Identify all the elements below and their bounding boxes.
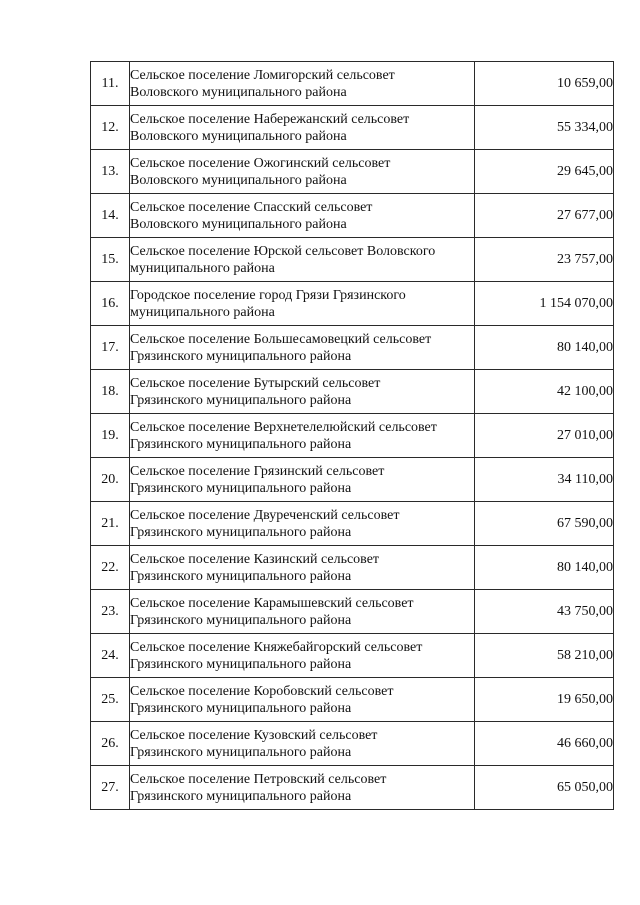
row-number: 25. bbox=[91, 678, 130, 722]
settlement-name: Сельское поселение Большесамовецкий сельсовет Грязинского муниципального района bbox=[130, 331, 432, 364]
table-row bbox=[91, 766, 614, 810]
settlement-name: Сельское поселение Ожогинский сельсовет Воловского муниципального района bbox=[130, 155, 391, 188]
table-row bbox=[91, 722, 614, 766]
row-number: 16. bbox=[91, 282, 130, 326]
table-row bbox=[91, 458, 614, 502]
settlement-name-cell bbox=[130, 590, 475, 634]
amount-value: 65 050,00 bbox=[475, 766, 614, 810]
settlement-name-cell bbox=[130, 458, 475, 502]
amount-value: 80 140,00 bbox=[475, 546, 614, 590]
settlement-name: Городское поселение город Грязи Грязинского муниципального района bbox=[130, 287, 406, 320]
amount-value: 43 750,00 bbox=[475, 590, 614, 634]
amount-value: 27 677,00 bbox=[475, 194, 614, 238]
table-row bbox=[91, 106, 614, 150]
settlement-name: Сельское поселение Кузовский сельсовет Грязинского муниципального района bbox=[130, 727, 378, 760]
amount-value: 80 140,00 bbox=[475, 326, 614, 370]
row-number: 19. bbox=[91, 414, 130, 458]
settlement-name: Сельское поселение Грязинский сельсовет Грязинского муниципального района bbox=[130, 463, 385, 496]
settlement-name: Сельское поселение Ломигорский сельсовет Воловского муниципального района bbox=[130, 67, 395, 100]
settlement-name-cell bbox=[130, 546, 475, 590]
table-row bbox=[91, 62, 614, 106]
settlement-name-cell bbox=[130, 370, 475, 414]
settlement-name: Сельское поселение Петровский сельсовет Грязинского муниципального района bbox=[130, 771, 387, 804]
amount-value: 23 757,00 bbox=[475, 238, 614, 282]
amount-value: 67 590,00 bbox=[475, 502, 614, 546]
settlement-name-cell bbox=[130, 106, 475, 150]
settlement-name: Сельское поселение Княжебайгорский сельсовет Грязинского муниципального района bbox=[130, 639, 423, 672]
settlement-name-cell bbox=[130, 722, 475, 766]
table-row bbox=[91, 634, 614, 678]
row-number: 12. bbox=[91, 106, 130, 150]
settlement-name-cell bbox=[130, 766, 475, 810]
row-number: 22. bbox=[91, 546, 130, 590]
table-row bbox=[91, 370, 614, 414]
settlement-name: Сельское поселение Бутырский сельсовет Грязинского муниципального района bbox=[130, 375, 381, 408]
amount-value: 29 645,00 bbox=[475, 150, 614, 194]
row-number: 26. bbox=[91, 722, 130, 766]
settlement-name: Сельское поселение Набережанский сельсовет Воловского муниципального района bbox=[130, 111, 410, 144]
amount-value: 1 154 070,00 bbox=[475, 282, 614, 326]
row-number: 14. bbox=[91, 194, 130, 238]
settlement-name: Сельское поселение Спасский сельсовет Воловского муниципального района bbox=[130, 199, 373, 232]
settlement-name-cell bbox=[130, 194, 475, 238]
table-row bbox=[91, 326, 614, 370]
amount-value: 34 110,00 bbox=[475, 458, 614, 502]
settlement-name: Сельское поселение Двуреченский сельсовет Грязинского муниципального района bbox=[130, 507, 400, 540]
settlement-name-cell bbox=[130, 414, 475, 458]
row-number: 13. bbox=[91, 150, 130, 194]
row-number: 18. bbox=[91, 370, 130, 414]
settlement-name-cell bbox=[130, 634, 475, 678]
amount-value: 55 334,00 bbox=[475, 106, 614, 150]
row-number: 15. bbox=[91, 238, 130, 282]
table-row bbox=[91, 150, 614, 194]
amount-value: 42 100,00 bbox=[475, 370, 614, 414]
settlement-name-cell bbox=[130, 150, 475, 194]
allocation-table bbox=[90, 61, 614, 810]
table-row bbox=[91, 502, 614, 546]
row-number: 21. bbox=[91, 502, 130, 546]
settlement-name: Сельское поселение Юрской сельсовет Воловского муниципального района bbox=[130, 243, 436, 276]
table-row bbox=[91, 590, 614, 634]
settlement-name-cell bbox=[130, 678, 475, 722]
amount-value: 46 660,00 bbox=[475, 722, 614, 766]
settlement-name-cell bbox=[130, 62, 475, 106]
settlement-name: Сельское поселение Верхнетелелюйский сельсовет Грязинского муниципального района bbox=[130, 419, 437, 452]
table-row bbox=[91, 414, 614, 458]
amount-value: 58 210,00 bbox=[475, 634, 614, 678]
table-row bbox=[91, 194, 614, 238]
amount-value: 27 010,00 bbox=[475, 414, 614, 458]
amount-value: 10 659,00 bbox=[475, 62, 614, 106]
row-number: 20. bbox=[91, 458, 130, 502]
settlement-name-cell bbox=[130, 238, 475, 282]
settlement-name: Сельское поселение Карамышевский сельсовет Грязинского муниципального района bbox=[130, 595, 414, 628]
row-number: 11. bbox=[91, 62, 130, 106]
row-number: 23. bbox=[91, 590, 130, 634]
table-row bbox=[91, 546, 614, 590]
row-number: 17. bbox=[91, 326, 130, 370]
settlement-name: Сельское поселение Коробовский сельсовет Грязинского муниципального района bbox=[130, 683, 394, 716]
amount-value: 19 650,00 bbox=[475, 678, 614, 722]
settlement-name-cell bbox=[130, 326, 475, 370]
settlement-name: Сельское поселение Казинский сельсовет Грязинского муниципального района bbox=[130, 551, 380, 584]
table-row bbox=[91, 678, 614, 722]
settlement-name-cell bbox=[130, 502, 475, 546]
table-row bbox=[91, 282, 614, 326]
table-body bbox=[91, 62, 614, 810]
settlement-name-cell bbox=[130, 282, 475, 326]
row-number: 27. bbox=[91, 766, 130, 810]
table-row bbox=[91, 238, 614, 282]
row-number: 24. bbox=[91, 634, 130, 678]
